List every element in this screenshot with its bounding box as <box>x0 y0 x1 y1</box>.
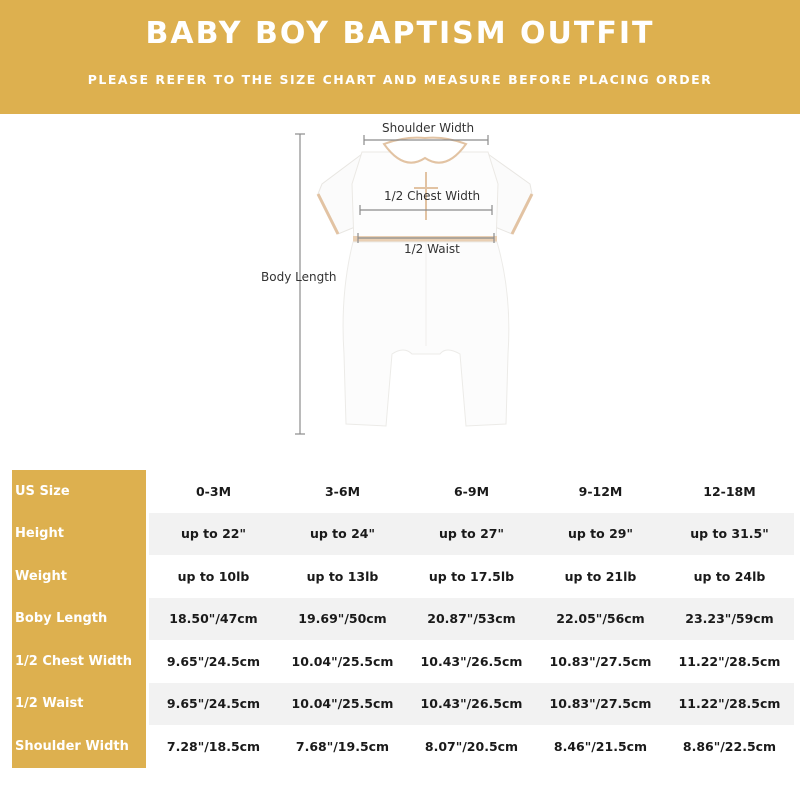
header-size: 6-9M <box>407 470 536 513</box>
table-cell: up to 31.5" <box>665 513 794 556</box>
table-cell: 10.43"/26.5cm <box>407 683 536 726</box>
header-us-size: US Size <box>12 470 146 513</box>
chest-width-label: 1/2 Chest Width <box>384 189 481 203</box>
table-cell: 9.65"/24.5cm <box>149 683 278 726</box>
row-label: Weight <box>12 555 146 598</box>
table-cell: 10.04"/25.5cm <box>278 683 407 726</box>
row-label: Shoulder Width <box>12 725 146 768</box>
table-cell: 10.43"/26.5cm <box>407 640 536 683</box>
header-size: 9-12M <box>536 470 665 513</box>
table-cell: 19.69"/50cm <box>278 598 407 641</box>
page-subtitle: PLEASE REFER TO THE SIZE CHART AND MEASURE BEFORE PLACING ORDER <box>87 72 713 87</box>
table-row <box>12 725 794 768</box>
table-row <box>12 598 794 641</box>
waist-label: 1/2 Waist <box>404 242 460 256</box>
size-chart-table <box>12 470 794 768</box>
table-row <box>12 513 794 556</box>
page-title: BABY BOY BAPTISM OUTFIT <box>145 16 655 51</box>
table-cell: up to 29" <box>536 513 665 556</box>
row-label: 1/2 Chest Width <box>12 640 146 683</box>
table-cell: 9.65"/24.5cm <box>149 640 278 683</box>
table-row <box>12 683 794 726</box>
row-label: 1/2 Waist <box>12 683 146 726</box>
body-length-line <box>295 134 305 434</box>
table-cell: up to 24lb <box>665 555 794 598</box>
header-banner <box>0 0 800 114</box>
table-cell: 22.05"/56cm <box>536 598 665 641</box>
table-cell: up to 10lb <box>149 555 278 598</box>
header-size: 12-18M <box>665 470 794 513</box>
table-row <box>12 555 794 598</box>
table-cell: up to 17.5lb <box>407 555 536 598</box>
table-cell: up to 24" <box>278 513 407 556</box>
table-cell: up to 22" <box>149 513 278 556</box>
table-cell: up to 27" <box>407 513 536 556</box>
romper-illustration <box>0 114 800 454</box>
table-cell: 10.83"/27.5cm <box>536 640 665 683</box>
table-cell: 10.04"/25.5cm <box>278 640 407 683</box>
header-size: 3-6M <box>278 470 407 513</box>
header-size: 0-3M <box>149 470 278 513</box>
garment-measurement-diagram <box>0 114 800 454</box>
table-cell: up to 21lb <box>536 555 665 598</box>
row-label: Height <box>12 513 146 556</box>
table-cell: 7.28"/18.5cm <box>149 725 278 768</box>
table-cell: 10.83"/27.5cm <box>536 683 665 726</box>
table-cell: 11.22"/28.5cm <box>665 640 794 683</box>
table-cell: 11.22"/28.5cm <box>665 683 794 726</box>
table-header-row <box>12 470 794 513</box>
table-cell: 7.68"/19.5cm <box>278 725 407 768</box>
table-cell: 8.07"/20.5cm <box>407 725 536 768</box>
table-cell: 8.86"/22.5cm <box>665 725 794 768</box>
row-label: Boby Length <box>12 598 146 641</box>
table-cell: 20.87"/53cm <box>407 598 536 641</box>
table-cell: up to 13lb <box>278 555 407 598</box>
table-cell: 18.50"/47cm <box>149 598 278 641</box>
table-cell: 8.46"/21.5cm <box>536 725 665 768</box>
shoulder-width-label: Shoulder Width <box>382 121 475 135</box>
table-row <box>12 640 794 683</box>
body-length-label: Body Length <box>261 270 337 284</box>
table-cell: 23.23"/59cm <box>665 598 794 641</box>
